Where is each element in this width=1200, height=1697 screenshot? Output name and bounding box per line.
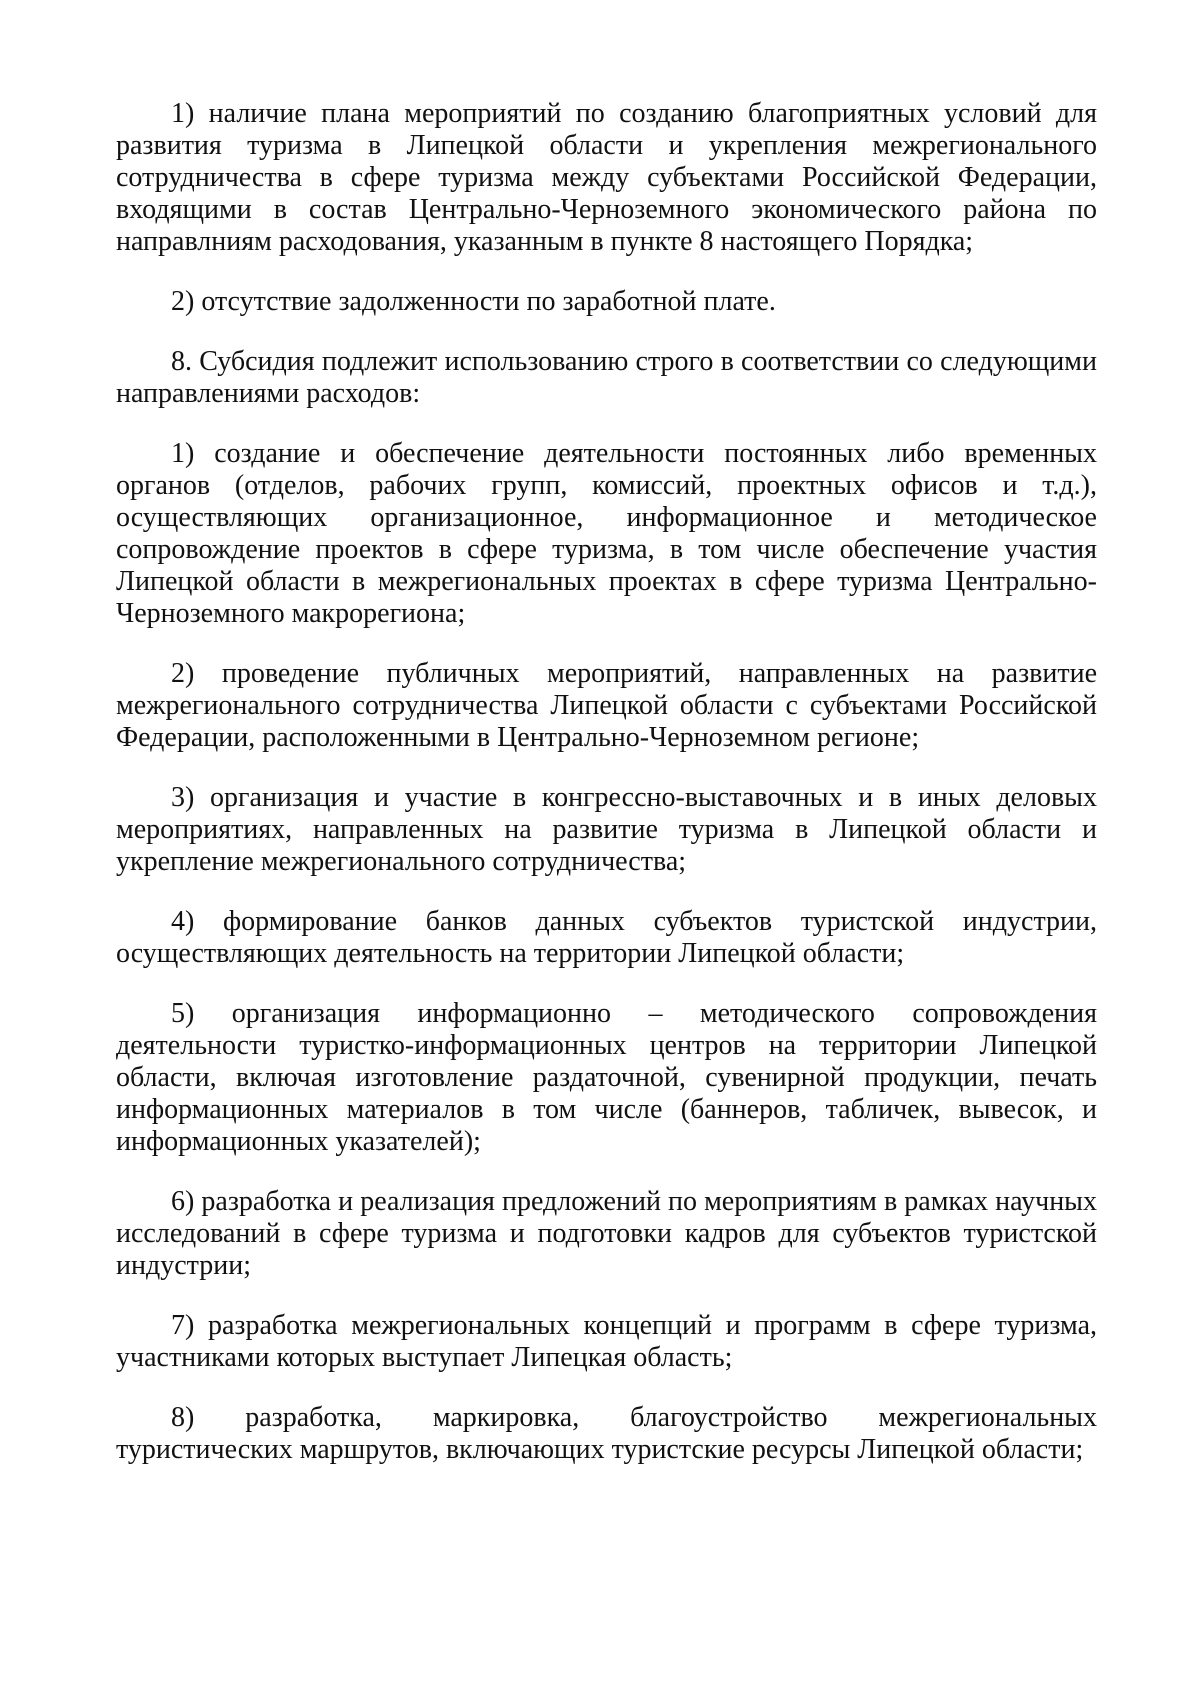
paragraph-direction-8: 8) разработка, маркировка, благоустройство межрегиональных туристических маршрутов, включающих туристские ресурсы Липецкой области; xyxy=(116,1402,1097,1465)
document-body xyxy=(116,98,1097,1466)
paragraph-direction-5: 5) организация информационно – методического сопровождения деятельности туристко-информационных центров на территории Липецкой области, включая изготовление раздаточной, сувенирной продукции, печать информационных материалов в том числе (баннеров, табличек, вывесок, и информационных указателей); xyxy=(116,998,1097,1157)
paragraph-direction-1: 1) создание и обеспечение деятельности постоянных либо временных органов (отделов, рабочих групп, комиссий, проектных офисов и т.д.), осуществляющих организационное, информационное и методическое сопровождение проектов в сфере туризма, в том числе обеспечение участия Липецкой области в межрегиональных проектах в сфере туризма Центрально-Черноземного макрорегиона; xyxy=(116,438,1097,629)
paragraph-direction-3: 3) организация и участие в конгрессно-выставочных и в иных деловых мероприятиях, направленных на развитие туризма в Липецкой области и укрепление межрегионального сотрудничества; xyxy=(116,782,1097,877)
paragraph-criterion-1: 1) наличие плана мероприятий по созданию благоприятных условий для развития туризма в Липецкой области и укрепления межрегионального сотрудничества в сфере туризма между субъектами Российской Федерации, входящими в состав Центрально-Черноземного экономического района по направлниям расходования, указанным в пункте 8 настоящего Порядка; xyxy=(116,98,1097,257)
paragraph-direction-6: 6) разработка и реализация предложений по мероприятиям в рамках научных исследований в сфере туризма и подготовки кадров для субъектов туристской индустрии; xyxy=(116,1186,1097,1281)
paragraph-criterion-2: 2) отсутствие задолженности по заработной плате. xyxy=(171,286,776,317)
paragraph-direction-7: 7) разработка межрегиональных концепций и программ в сфере туризма, участниками которых выступает Липецкая область; xyxy=(116,1310,1097,1373)
paragraph-section-8: 8. Субсидия подлежит использованию строго в соответствии со следующими направлениями расходов: xyxy=(116,346,1097,409)
paragraph-direction-2: 2) проведение публичных мероприятий, направленных на развитие межрегионального сотрудничества Липецкой области с субъектами Российской Федерации, расположенными в Центрально-Черноземном регионе; xyxy=(116,658,1097,753)
paragraph-direction-4: 4) формирование банков данных субъектов туристской индустрии, осуществляющих деятельность на территории Липецкой области; xyxy=(116,906,1097,969)
